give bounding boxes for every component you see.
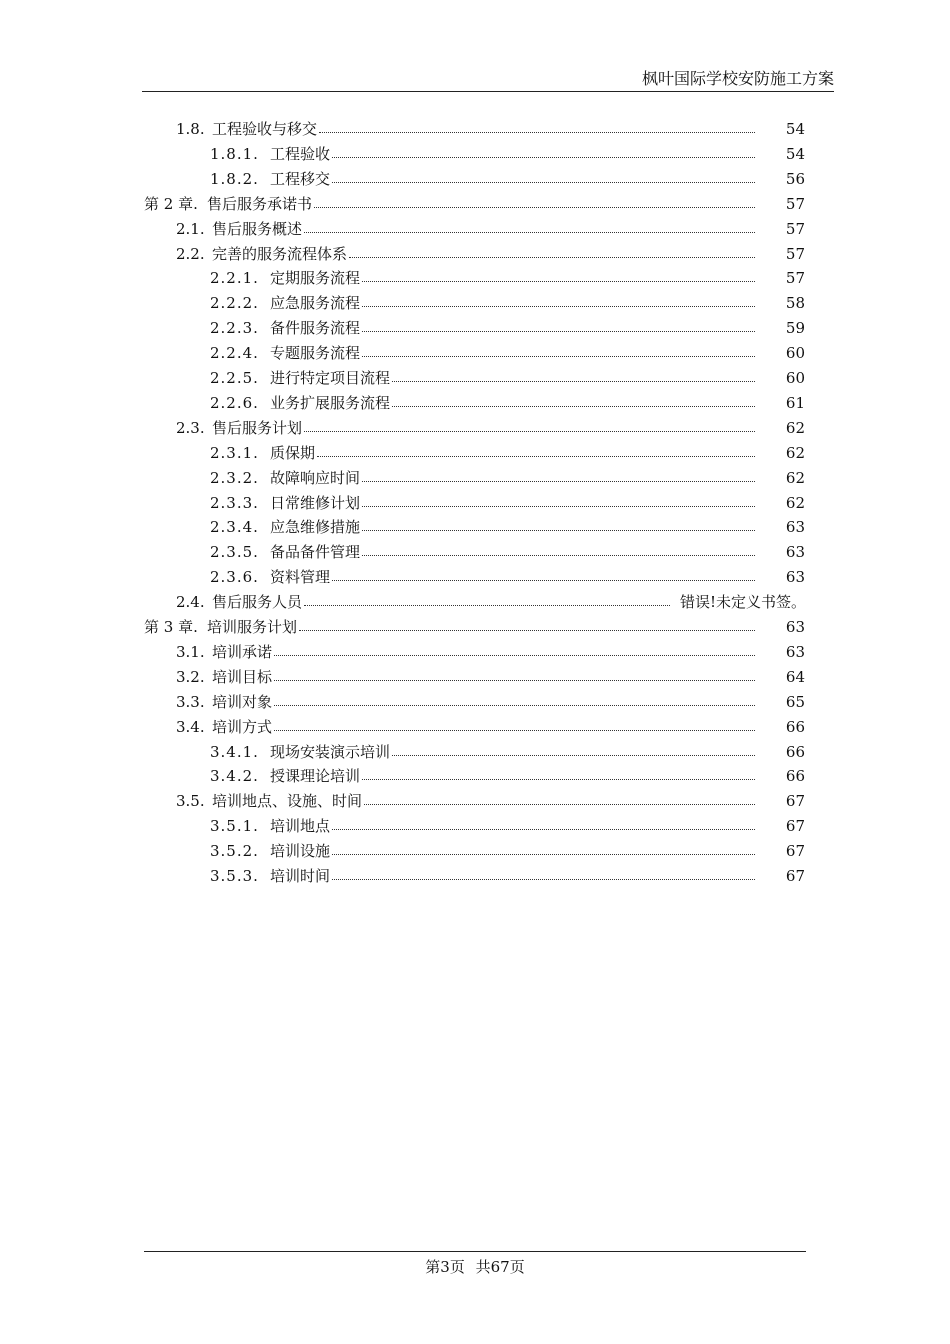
toc-entry[interactable] (0, 789, 950, 813)
toc-entry[interactable] (0, 764, 950, 788)
toc-dot-leader (332, 829, 755, 830)
toc-entry-number: 第 2 章. (144, 194, 198, 213)
header-divider (142, 91, 834, 92)
toc-entry-page: 67 (785, 792, 805, 811)
toc-entry-page: 67 (785, 817, 805, 836)
toc-entry[interactable] (0, 291, 950, 315)
toc-entry-number: 3.5.3. (210, 867, 259, 885)
toc-entry-page: 66 (785, 742, 805, 761)
toc-entry-number: 2.2.3. (210, 319, 259, 338)
toc-dot-leader (274, 705, 755, 706)
toc-entry-title: 培训地点、设施、时间 (212, 789, 363, 813)
toc-dot-leader (319, 132, 755, 133)
toc-entry[interactable] (0, 316, 950, 340)
toc-entry[interactable] (0, 540, 950, 564)
toc-entry-number: 2.2.1. (210, 269, 259, 288)
toc-dot-leader (392, 755, 755, 756)
toc-entry[interactable] (0, 615, 950, 639)
toc-entry[interactable] (0, 740, 950, 764)
toc-entry[interactable] (0, 690, 950, 714)
toc-entry-page: 64 (785, 667, 805, 686)
toc-dot-leader (274, 680, 755, 681)
toc-entry-number: 2.3.6. (210, 568, 259, 587)
toc-entry[interactable] (0, 366, 950, 390)
toc-entry-page: 57 (785, 219, 805, 238)
toc-entry[interactable] (0, 640, 950, 664)
toc-entry-page: 63 (785, 642, 805, 661)
toc-entry-title: 日常维修计划 (270, 491, 361, 515)
toc-dot-leader (332, 879, 755, 880)
toc-dot-leader (362, 506, 755, 507)
footer-divider (144, 1251, 806, 1252)
toc-entry-title: 售后服务人员 (212, 590, 303, 614)
toc-entry-number: 3.3. (176, 692, 205, 711)
toc-entry-page: 59 (785, 319, 805, 338)
toc-entry-page: 57 (785, 244, 805, 263)
toc-entry-title: 培训设施 (270, 839, 331, 863)
toc-entry-title: 工程验收与移交 (212, 117, 318, 141)
toc-dot-leader (304, 431, 755, 432)
toc-entry[interactable] (0, 590, 950, 614)
page-total: 共67页 (475, 1258, 525, 1276)
toc-entry[interactable] (0, 565, 950, 589)
toc-entry-number: 3.1. (176, 642, 205, 661)
toc-dot-leader (304, 232, 755, 233)
toc-dot-leader (332, 580, 755, 581)
toc-entry-page: 61 (785, 393, 805, 412)
toc-entry[interactable] (0, 192, 950, 216)
toc-dot-leader (362, 481, 755, 482)
toc-entry-page: 67 (785, 842, 805, 861)
toc-dot-leader (362, 779, 755, 780)
toc-entry-number: 2.4. (176, 593, 205, 612)
page-number: 第3页 (425, 1258, 465, 1276)
toc-entry-title: 完善的服务流程体系 (212, 242, 348, 266)
toc-entry[interactable] (0, 839, 950, 863)
toc-entry-page: 54 (785, 120, 805, 138)
toc-dot-leader (362, 530, 755, 531)
toc-entry[interactable] (0, 217, 950, 241)
toc-dot-leader (362, 356, 755, 357)
toc-entry-page: 67 (785, 867, 805, 885)
toc-entry-title: 培训承诺 (212, 640, 273, 664)
toc-dot-leader (332, 182, 755, 183)
toc-entry-number: 第 3 章. (144, 618, 198, 636)
toc-entry-title: 工程移交 (270, 167, 331, 191)
toc-entry[interactable] (0, 167, 950, 191)
toc-entry-number: 3.4.1. (210, 742, 259, 761)
toc-entry-number: 2.1. (176, 219, 205, 238)
toc-entry-title: 备品备件管理 (270, 540, 361, 564)
toc-entry[interactable] (0, 491, 950, 515)
toc-dot-leader (392, 406, 755, 407)
toc-entry-title: 售后服务计划 (212, 416, 303, 440)
toc-entry-number: 2.3. (176, 418, 205, 437)
toc-entry-page: 62 (785, 443, 805, 462)
toc-entry-title: 培训地点 (270, 814, 331, 838)
toc-entry-title: 培训对象 (212, 690, 273, 714)
toc-entry[interactable] (0, 466, 950, 490)
toc-entry[interactable] (0, 341, 950, 365)
toc-entry[interactable] (0, 391, 950, 415)
toc-entry[interactable] (0, 864, 950, 888)
toc-dot-leader (332, 854, 755, 855)
toc-entry[interactable] (0, 242, 950, 266)
toc-entry[interactable] (0, 416, 950, 440)
toc-entry-page: 62 (785, 493, 805, 512)
toc-entry-title: 定期服务流程 (270, 266, 361, 290)
toc-dot-leader (314, 207, 755, 208)
toc-entry-page: 57 (785, 194, 805, 213)
toc-entry-title: 培训方式 (212, 715, 273, 739)
toc-entry[interactable] (0, 441, 950, 465)
toc-entry-page: 60 (785, 344, 805, 363)
toc-entry-title: 进行特定项目流程 (270, 366, 391, 390)
toc-entry-page: 65 (785, 692, 805, 711)
toc-dot-leader (332, 157, 755, 158)
toc-entry-number: 3.4.2. (210, 767, 259, 786)
toc-dot-leader (362, 306, 755, 307)
toc-entry-number: 1.8.1. (210, 144, 259, 163)
toc-entry-title: 培训目标 (212, 665, 273, 689)
toc-dot-leader (362, 555, 755, 556)
toc-entry[interactable] (0, 266, 950, 290)
toc-entry-number: 2.3.2. (210, 468, 259, 487)
toc-entry-number: 1.8. (176, 120, 205, 138)
toc-dot-leader (274, 730, 755, 731)
toc-dot-leader (274, 655, 755, 656)
toc-entry-number: 1.8.2. (210, 169, 259, 188)
toc-dot-leader (362, 331, 755, 332)
toc-dot-leader (364, 804, 755, 805)
toc-entry-page: 66 (785, 717, 805, 736)
toc-entry-page: 63 (785, 618, 805, 636)
toc-entry-page: 54 (785, 144, 805, 163)
toc-entry-title: 培训时间 (270, 864, 331, 888)
toc-entry-title: 质保期 (270, 441, 316, 465)
toc-entry-title: 应急维修措施 (270, 515, 361, 539)
toc-entry-page: 60 (785, 369, 805, 387)
toc-entry-page: 63 (785, 568, 805, 587)
toc-entry-title: 工程验收 (270, 142, 331, 166)
toc-entry-title: 售后服务承诺书 (207, 192, 313, 216)
toc-entry-number: 3.5.1. (210, 817, 259, 836)
toc-entry[interactable] (0, 142, 950, 166)
toc-entry-number: 3.5. (176, 792, 205, 811)
toc-entry-title: 业务扩展服务流程 (270, 391, 391, 415)
toc-entry-title: 故障响应时间 (270, 466, 361, 490)
toc-dot-leader (349, 257, 755, 258)
toc-entry-title: 应急服务流程 (270, 291, 361, 315)
toc-entry-number: 2.3.5. (210, 543, 259, 562)
toc-entry-title: 授课理论培训 (270, 764, 361, 788)
toc-entry-number: 3.5.2. (210, 842, 259, 861)
toc-entry-title: 备件服务流程 (270, 316, 361, 340)
toc-entry[interactable] (0, 814, 950, 838)
toc-entry-number: 2.2. (176, 244, 205, 263)
toc-entry-page: 58 (785, 294, 805, 313)
toc-entry-page: 63 (785, 518, 805, 537)
toc-entry-title: 资料管理 (270, 565, 331, 589)
toc-entry-page: 错误!未定义书签。 (679, 593, 806, 612)
page-footer (0, 1255, 950, 1279)
toc-entry-number: 2.2.4. (210, 344, 259, 363)
toc-entry-number: 2.2.2. (210, 294, 259, 313)
toc-entry-number: 2.2.5. (210, 369, 259, 387)
toc-entry-title: 售后服务概述 (212, 217, 303, 241)
toc-entry-title: 培训服务计划 (207, 615, 298, 639)
toc-dot-leader (304, 605, 670, 606)
toc-dot-leader (362, 281, 755, 282)
toc-entry[interactable] (0, 665, 950, 689)
toc-entry-title: 专题服务流程 (270, 341, 361, 365)
toc-entry-number: 2.3.1. (210, 443, 259, 462)
toc-dot-leader (392, 381, 755, 382)
toc-entry-page: 63 (785, 543, 805, 562)
page-header-title: 枫叶国际学校安防施工方案 (641, 69, 834, 88)
toc-dot-leader (317, 456, 755, 457)
toc-entry-number: 2.2.6. (210, 393, 259, 412)
toc-entry-title: 现场安装演示培训 (270, 740, 391, 764)
toc-dot-leader (299, 630, 755, 631)
toc-entry-number: 2.3.4. (210, 518, 259, 537)
toc-entry-page: 66 (785, 767, 805, 786)
toc-entry-number: 3.2. (176, 667, 205, 686)
toc-entry-number: 3.4. (176, 717, 205, 736)
toc-entry-page: 56 (785, 169, 805, 188)
toc-entry[interactable] (0, 515, 950, 539)
toc-entry-page: 62 (785, 468, 805, 487)
toc-entry[interactable] (0, 715, 950, 739)
toc-entry-number: 2.3.3. (210, 493, 259, 512)
toc-entry-page: 57 (785, 269, 805, 288)
toc-entry-page: 62 (785, 418, 805, 437)
toc-entry[interactable] (0, 117, 950, 141)
